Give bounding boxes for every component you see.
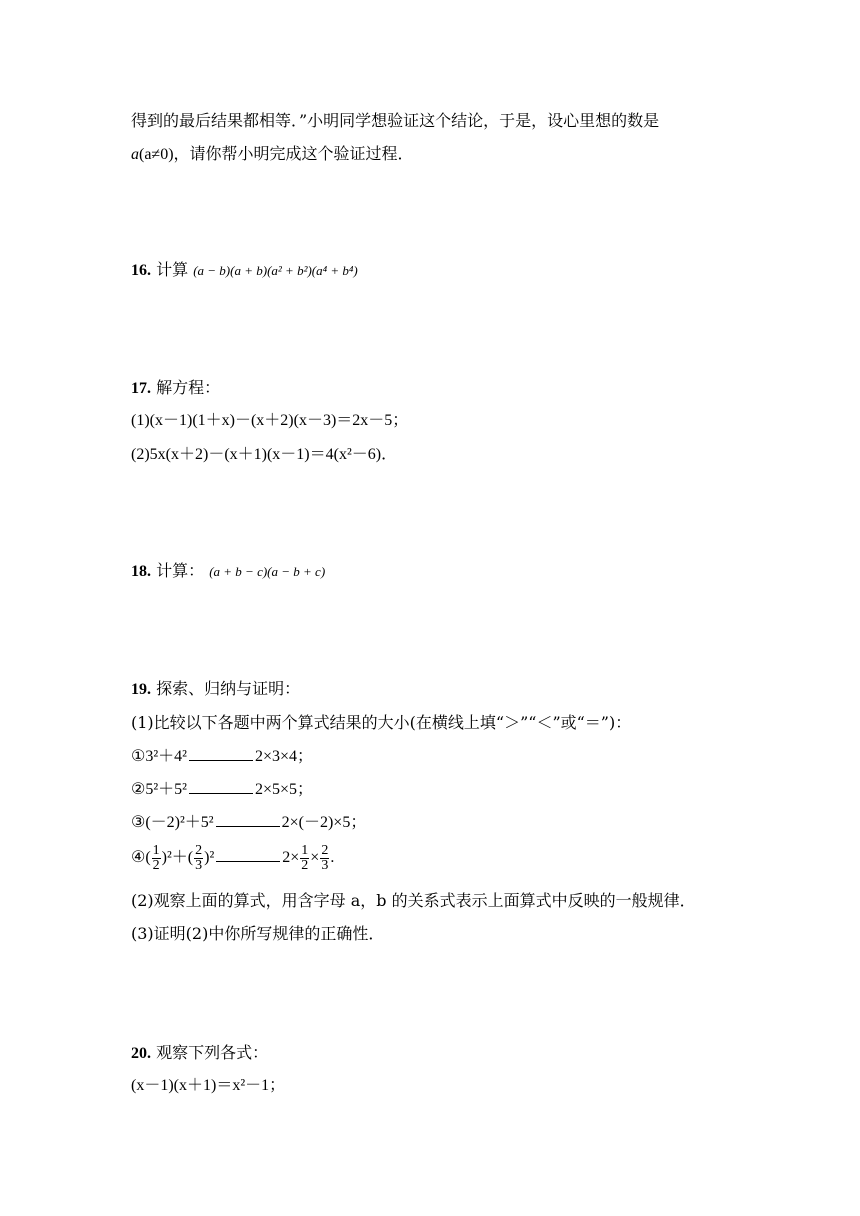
- fraction-1-numerator: 1: [152, 842, 160, 858]
- answer-blank-1[interactable]: [189, 746, 253, 761]
- question-18-label: 计算：: [156, 561, 205, 580]
- item-3-left: ③(－2)²＋5²: [131, 814, 214, 831]
- item-4-end: )²: [204, 849, 215, 866]
- answer-blank-3[interactable]: [216, 812, 280, 827]
- fraction-2-denominator: 3: [195, 857, 203, 873]
- item-4-prefix: ④(: [131, 849, 151, 866]
- question-16: [131, 260, 358, 281]
- question-19-item-4: [131, 840, 334, 876]
- question-16-expression: (a − b)(a + b)(a² + b²)(a⁴ + b⁴): [193, 263, 358, 278]
- intro-text-2: ，请你帮小明完成这个验证过程．: [173, 144, 414, 163]
- item-4-period: .: [330, 849, 335, 866]
- question-20-label: 观察下列各式：: [156, 1043, 269, 1062]
- fraction-3: [300, 844, 309, 873]
- item-4-middle: )²＋(: [161, 849, 194, 866]
- question-19-label: 探索、归纳与证明：: [156, 679, 301, 698]
- question-20: [131, 1043, 268, 1064]
- answer-blank-4[interactable]: [216, 847, 280, 862]
- item-1-left: ①3²＋4²: [131, 748, 187, 765]
- fraction-2-numerator: 2: [195, 842, 203, 858]
- question-16-number: 16.: [131, 262, 151, 279]
- item-1-right: 2×3×4；: [254, 748, 314, 765]
- question-18-expression: (a + b − c)(a − b + c): [209, 564, 326, 579]
- fraction-1-denominator: 2: [152, 857, 160, 873]
- question-20-line-1: (x－1)(x＋1)＝x²－1；: [131, 1077, 286, 1094]
- question-19-part-1: (1)比较以下各题中两个算式结果的大小(在横线上填“＞”“＜”或“＝”)：: [131, 713, 632, 732]
- question-18: [131, 561, 325, 582]
- question-18-number: 18.: [131, 563, 151, 580]
- item-4-times: ×: [310, 849, 320, 866]
- fraction-4-denominator: 3: [321, 857, 329, 873]
- question-17-number: 17.: [131, 380, 151, 397]
- intro-line-2: [131, 144, 414, 165]
- question-19-part-3: (3)证明(2)中你所写规律的正确性．: [131, 924, 385, 943]
- question-19-part-2: (2)观察上面的算式，用含字母 a，b 的关系式表示上面算式中反映的一般规律．: [131, 891, 696, 910]
- fraction-4-numerator: 2: [321, 842, 329, 858]
- fraction-2: [194, 844, 203, 873]
- item-2-right: 2×5×5；: [254, 781, 314, 798]
- question-19-item-2: [131, 779, 313, 800]
- question-20-number: 20.: [131, 1045, 151, 1062]
- answer-blank-2[interactable]: [189, 779, 253, 794]
- item-3-right: 2×(－2)×5；: [281, 814, 367, 831]
- question-17-part-1: (1)(x－1)(1＋x)－(x＋2)(x－3)＝2x－5；: [131, 412, 409, 429]
- intro-variable: a: [131, 146, 139, 163]
- fraction-3-denominator: 2: [301, 857, 309, 873]
- question-19-item-3: [131, 812, 366, 833]
- intro-line-1: [131, 111, 659, 131]
- fraction-1: [152, 844, 161, 873]
- question-17-label: 解方程：: [156, 378, 221, 397]
- question-19-item-1: [131, 746, 313, 767]
- item-4-right: 2×: [282, 849, 300, 866]
- fraction-4: [320, 844, 329, 873]
- question-19-number: 19.: [131, 681, 151, 698]
- question-19: [131, 679, 300, 700]
- intro-text-1: 得到的最后结果都相等．”小明同学想验证这个结论，于是，设心里想的数是: [131, 111, 660, 130]
- question-16-label: 计算: [156, 260, 189, 279]
- fraction-3-numerator: 1: [301, 842, 309, 858]
- item-2-left: ②5²＋5²: [131, 781, 187, 798]
- question-17-part-2: (2)5x(x＋2)－(x＋1)(x－1)＝4(x²－6)．: [131, 446, 398, 463]
- intro-condition: (a≠0): [139, 146, 174, 163]
- question-17: [131, 378, 220, 399]
